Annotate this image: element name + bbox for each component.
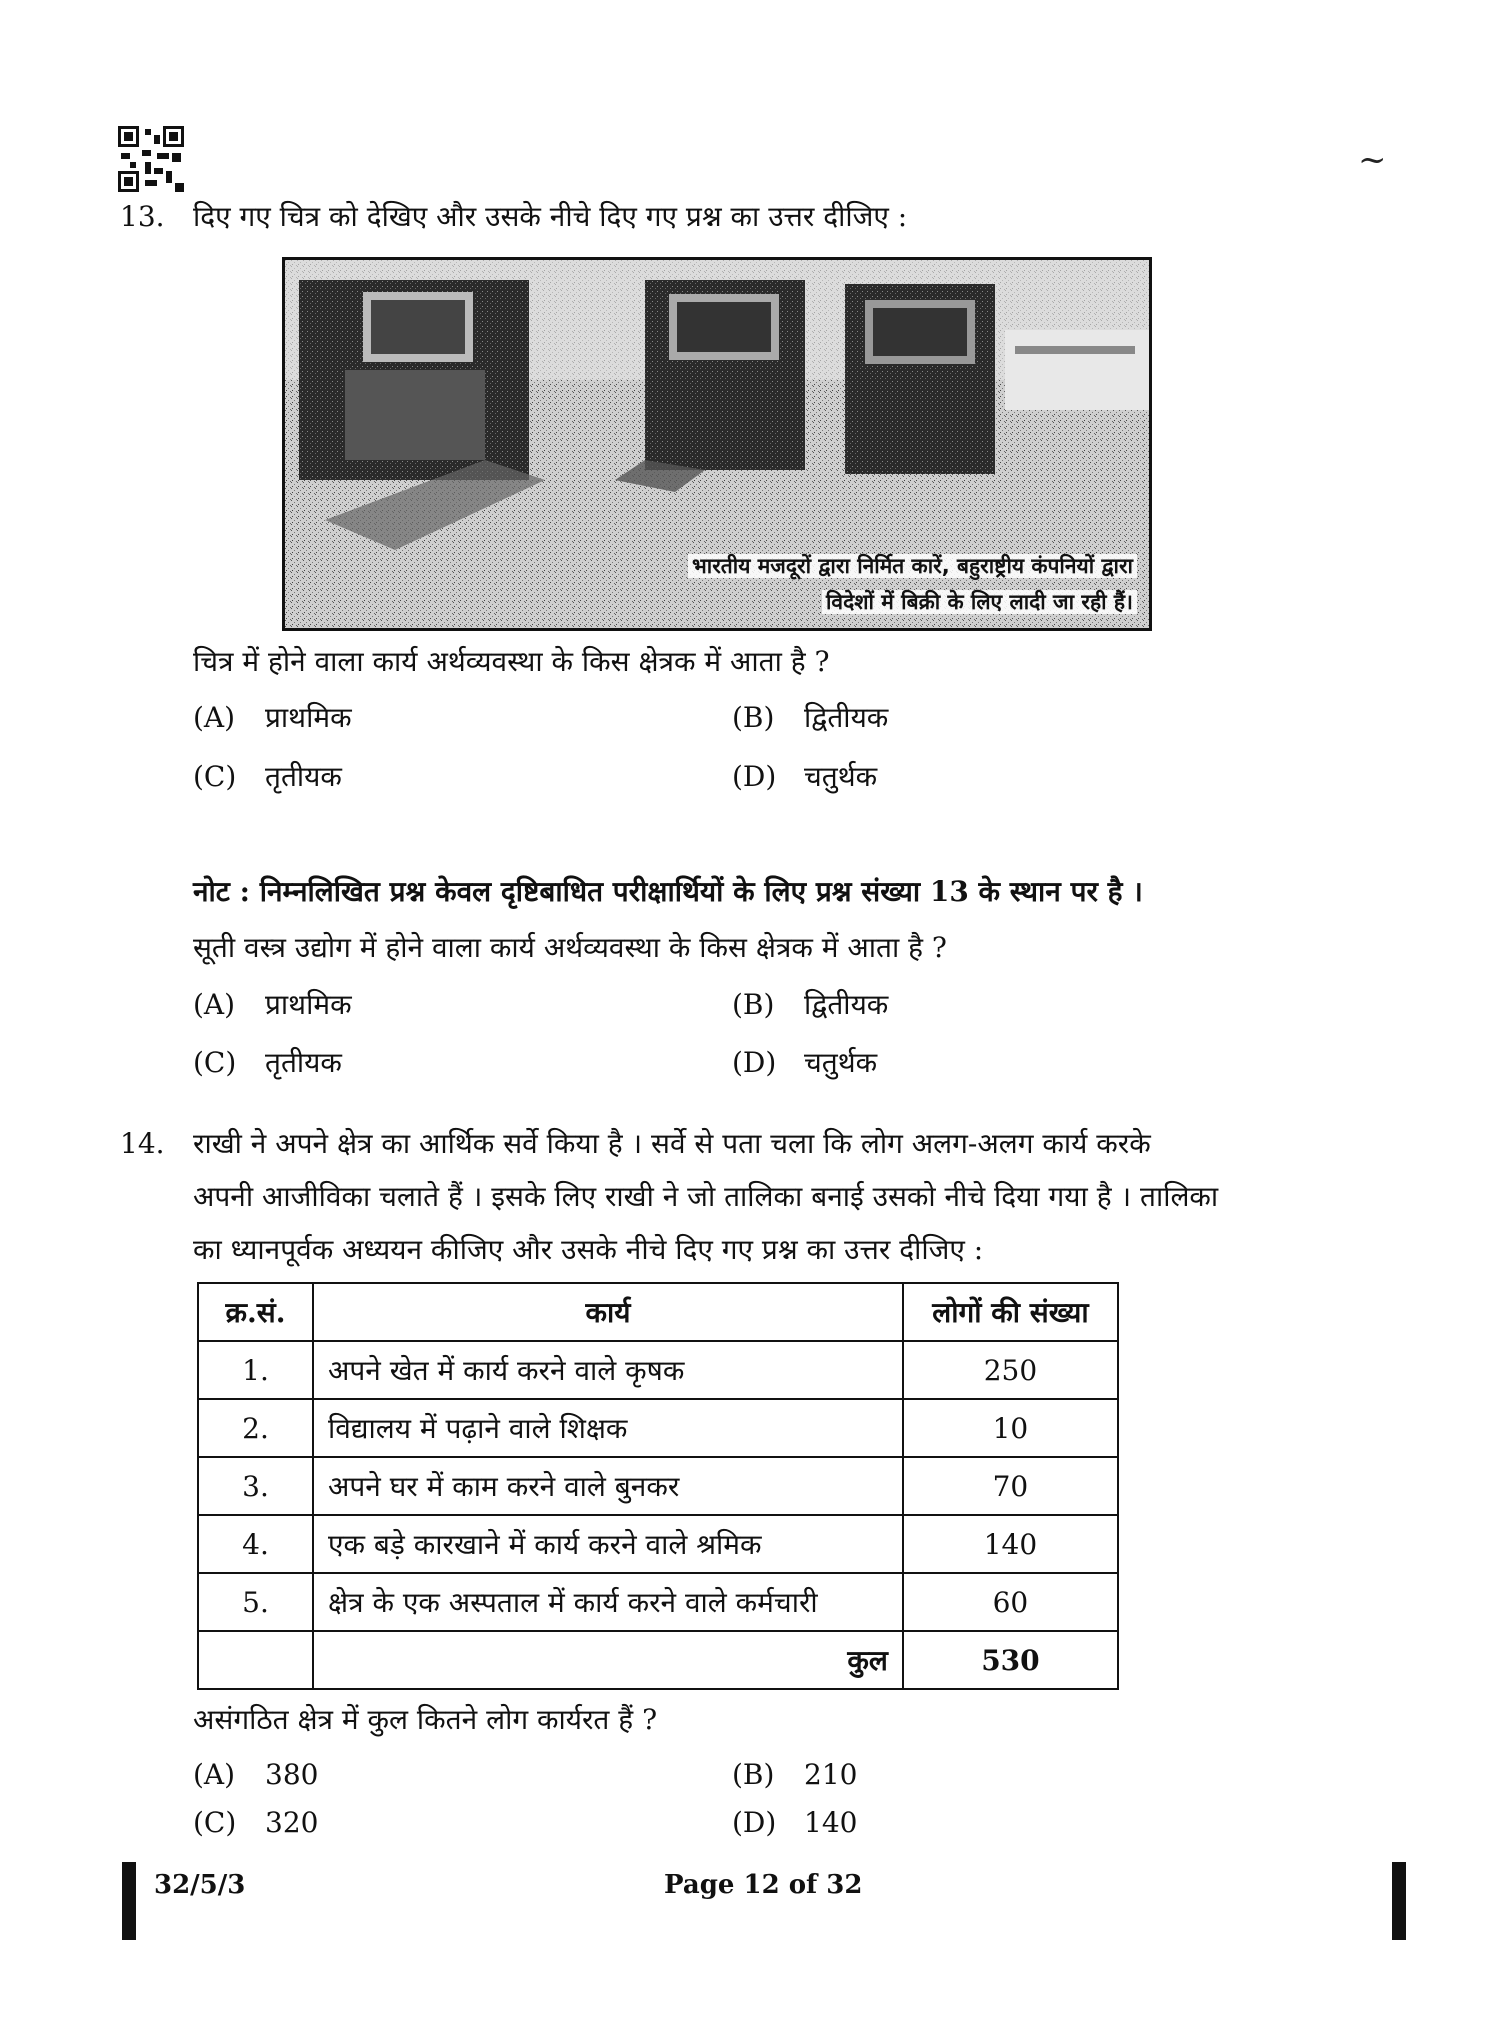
q13-option-a[interactable]: (A) प्राथमिक — [193, 701, 352, 734]
table-row — [198, 1341, 1118, 1399]
q13-photo — [282, 257, 1152, 631]
row-serial: 1. — [198, 1341, 313, 1399]
row-count: 250 — [903, 1341, 1118, 1399]
row-work: अपने खेत में कार्य करने वाले कृषक — [313, 1341, 903, 1399]
question-number-14: 14. — [120, 1127, 165, 1160]
q13-option-b[interactable]: (B) द्वितीयक — [732, 701, 889, 734]
q13-question: चित्र में होने वाला कार्य अर्थव्यवस्था के किस क्षेत्रक में आता है ? — [193, 645, 830, 678]
q14-option-c[interactable]: (C) 320 — [193, 1806, 319, 1839]
occupation-table — [197, 1282, 1119, 1690]
note-option-d[interactable]: (D) चतुर्थक — [732, 1046, 878, 1079]
table-total-row — [198, 1631, 1118, 1689]
note-option-b[interactable]: (B) द्वितीयक — [732, 988, 889, 1021]
row-count: 70 — [903, 1457, 1118, 1515]
q14-line-1: राखी ने अपने क्षेत्र का आर्थिक सर्वे किया है । सर्वे से पता चला कि लोग अलग-अलग कार्य करके — [193, 1127, 1151, 1160]
caption-line-1: भारतीय मजदूरों द्वारा निर्मित कारें, बहुराष्ट्रीय कंपनियों द्वारा — [688, 554, 1137, 578]
q14-option-d[interactable]: (D) 140 — [732, 1806, 858, 1839]
row-count: 60 — [903, 1573, 1118, 1631]
caption-line-2: विदेशों में बिक्री के लिए लादी जा रही हैं। — [822, 590, 1137, 614]
row-serial: 3. — [198, 1457, 313, 1515]
table-row — [198, 1399, 1118, 1457]
total-empty-cell — [198, 1631, 313, 1689]
table-row — [198, 1515, 1118, 1573]
question-number-13: 13. — [120, 200, 165, 233]
q14-option-a[interactable]: (A) 380 — [193, 1758, 319, 1791]
table-row — [198, 1573, 1118, 1631]
paper-code: 32/5/3 — [154, 1870, 246, 1900]
qr-code — [118, 126, 184, 192]
row-serial: 4. — [198, 1515, 313, 1573]
total-label: कुल — [313, 1631, 903, 1689]
header-count: लोगों की संख्या — [903, 1283, 1118, 1341]
header-work: कार्य — [313, 1283, 903, 1341]
q14-line-3: का ध्यानपूर्वक अध्ययन कीजिए और उसके नीचे दिए गए प्रश्न का उत्तर दीजिए : — [193, 1233, 984, 1266]
q13-option-c[interactable]: (C) तृतीयक — [193, 760, 342, 793]
row-work: विद्यालय में पढ़ाने वाले शिक्षक — [313, 1399, 903, 1457]
page-number: Page 12 of 32 — [664, 1870, 863, 1900]
row-serial: 5. — [198, 1573, 313, 1631]
header-serial: क्र.सं. — [198, 1283, 313, 1341]
total-value: 530 — [903, 1631, 1118, 1689]
row-count: 140 — [903, 1515, 1118, 1573]
row-serial: 2. — [198, 1399, 313, 1457]
note-heading: नोट : निम्नलिखित प्रश्न केवल दृष्टिबाधित परीक्षार्थियों के लिए प्रश्न संख्या 13 के स्थान पर है । — [193, 875, 1143, 908]
q13-option-d[interactable]: (D) चतुर्थक — [732, 760, 878, 793]
row-work: एक बड़े कारखाने में कार्य करने वाले श्रमिक — [313, 1515, 903, 1573]
photo-caption — [688, 548, 1137, 620]
q14-line-2: अपनी आजीविका चलाते हैं । इसके लिए राखी ने जो तालिका बनाई उसको नीचे दिया गया है । तालिका — [193, 1180, 1219, 1213]
q14-question: असंगठित क्षेत्र में कुल कितने लोग कार्यरत हैं ? — [193, 1703, 658, 1736]
row-count: 10 — [903, 1399, 1118, 1457]
footer-left-bar — [122, 1862, 136, 1940]
note-option-a[interactable]: (A) प्राथमिक — [193, 988, 352, 1021]
note-option-c[interactable]: (C) तृतीयक — [193, 1046, 342, 1079]
row-work: क्षेत्र के एक अस्पताल में कार्य करने वाले कर्मचारी — [313, 1573, 903, 1631]
corner-mark: ~ — [1358, 140, 1387, 180]
table-header-row — [198, 1283, 1118, 1341]
footer-right-bar — [1392, 1862, 1406, 1940]
q14-option-b[interactable]: (B) 210 — [732, 1758, 858, 1791]
row-work: अपने घर में काम करने वाले बुनकर — [313, 1457, 903, 1515]
note-question: सूती वस्त्र उद्योग में होने वाला कार्य अर्थव्यवस्था के किस क्षेत्रक में आता है ? — [193, 931, 947, 964]
table-row — [198, 1457, 1118, 1515]
q13-prompt: दिए गए चित्र को देखिए और उसके नीचे दिए गए प्रश्न का उत्तर दीजिए : — [193, 200, 908, 233]
